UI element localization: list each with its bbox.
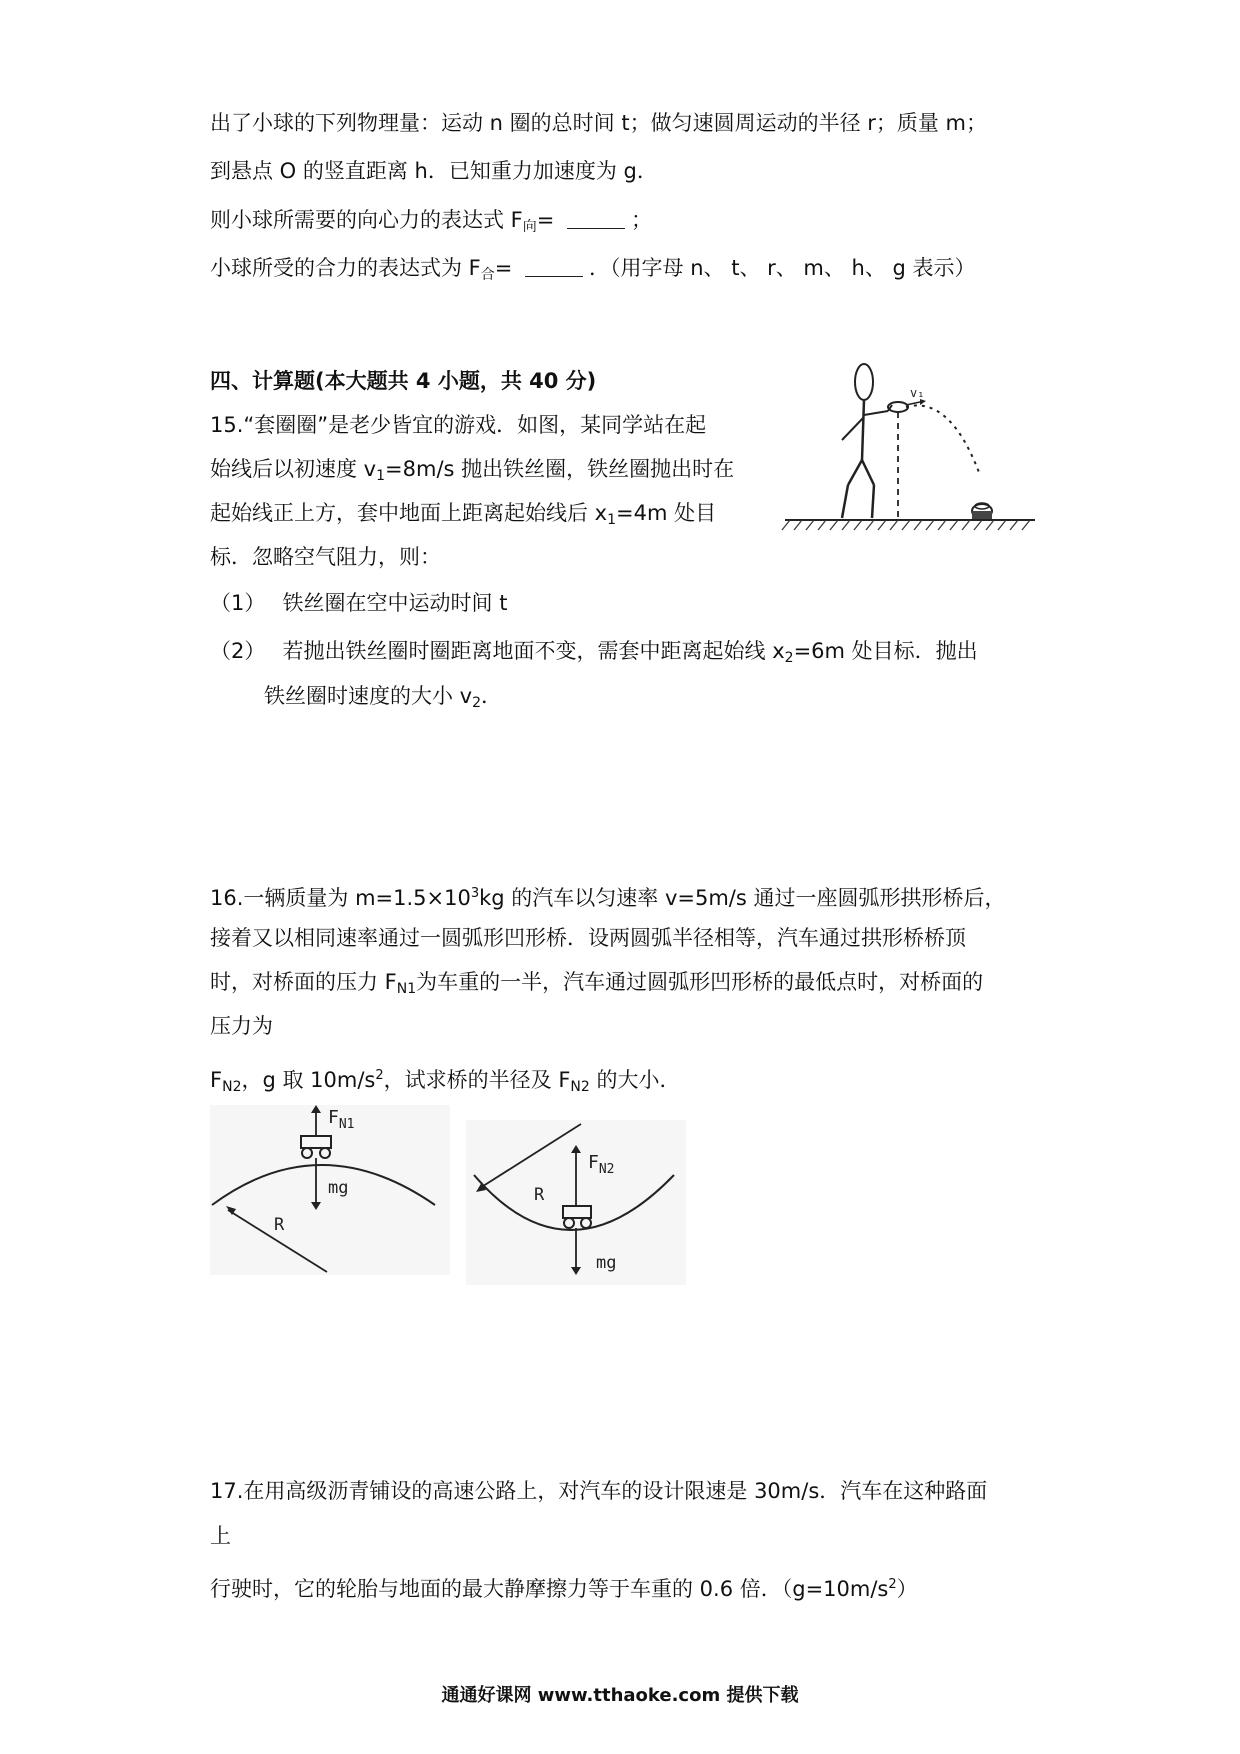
subscript: 向 bbox=[522, 219, 537, 235]
q16-line-1 bbox=[210, 879, 1006, 913]
q17-line-1: 17.在用高级沥青铺设的高速公路上，对汽车的设计限速是 30m/s．汽车在这种路面 bbox=[210, 1479, 988, 1503]
text-fragment: 小球所受的合力的表达式为 F bbox=[210, 256, 481, 280]
q15-line-1: 15.“套圈圈”是老少皆宜的游戏．如图，某同学站在起 bbox=[210, 413, 707, 437]
text-fragment: 时，对桥面的压力 F bbox=[210, 970, 397, 994]
q16-line-4: 压力为 bbox=[210, 1014, 273, 1038]
answer-blank bbox=[525, 256, 583, 277]
force-label: F bbox=[328, 1107, 339, 1128]
text-fragment: ） bbox=[896, 1577, 918, 1601]
q15-part-2 bbox=[210, 636, 978, 673]
text-fragment: 为车重的一半，汽车通过圆弧形凹形桥的最低点时，对桥面的 bbox=[416, 970, 984, 994]
force-label: F bbox=[588, 1152, 599, 1173]
superscript: 3 bbox=[470, 886, 480, 901]
text-fragment: 的大小． bbox=[589, 1068, 681, 1092]
text-fragment: ，试求桥的半径及 F bbox=[383, 1068, 571, 1092]
text-line: 到悬点 O 的竖直距离 h．已知重力加速度为 g． bbox=[210, 159, 658, 183]
text-fragment: ．（用字母 n、 t、 r、 m、 h、 g 表示） bbox=[589, 256, 976, 280]
ring-toss-figure bbox=[780, 355, 1040, 540]
subscript: 1 bbox=[607, 512, 617, 528]
force-subscript: N2 bbox=[598, 1162, 615, 1177]
q15-line-3 bbox=[210, 498, 716, 535]
text-fragment: 行驶时，它的轮胎与地面的最大静摩擦力等于车重的 0.6 倍．（g=10m/s bbox=[210, 1577, 889, 1601]
q15-part-2-cont bbox=[264, 681, 502, 718]
force-subscript: N1 bbox=[338, 1117, 355, 1132]
subscript: 2 bbox=[472, 695, 482, 711]
convex-bridge-figure bbox=[210, 1105, 450, 1275]
q15-part-1: （1） 铁丝圈在空中运动时间 t bbox=[210, 591, 508, 615]
text-fragment: ． bbox=[481, 684, 503, 708]
subscript: 合 bbox=[480, 267, 495, 283]
subscript: N1 bbox=[396, 981, 417, 997]
q16-line-2: 接着又以相同速率通过一圆弧形凹形桥．设两圆弧半径相等，汽车通过拱形桥桥顶 bbox=[210, 926, 966, 950]
text-line: 出了小球的下列物理量：运动 n 圈的总时间 t；做匀速圆周运动的半径 r；质量 m； bbox=[210, 111, 988, 135]
subscript: N2 bbox=[222, 1079, 242, 1095]
answer-blank bbox=[567, 208, 625, 229]
superscript: 2 bbox=[888, 1577, 897, 1592]
subscript: 1 bbox=[376, 468, 386, 484]
text-fragment: =6m 处目标．抛出 bbox=[793, 639, 978, 663]
page-footer: 通通好课网 www.tthaoke.com 提供下载 bbox=[441, 1685, 799, 1706]
q16-line-3 bbox=[210, 967, 983, 1004]
radius-label: R bbox=[274, 1215, 285, 1235]
text-fragment: （2） 若抛出铁丝圈时圈距离地面不变，需套中距离起始线 x bbox=[210, 639, 785, 663]
subscript: N2 bbox=[570, 1079, 590, 1095]
concave-bridge-figure bbox=[466, 1120, 686, 1285]
text-fragment: 则小球所需要的向心力的表达式 F bbox=[210, 208, 523, 232]
q17-line-2: 上 bbox=[210, 1524, 231, 1548]
q16-line-5 bbox=[210, 1061, 680, 1102]
text-fragment: = bbox=[536, 208, 562, 232]
text-fragment: = bbox=[494, 256, 520, 280]
radius-label: R bbox=[534, 1185, 545, 1205]
text-fragment: =8m/s 抛出铁丝圈，铁丝圈抛出时在 bbox=[385, 457, 735, 481]
section-heading: 四、计算题(本大题共 4 小题，共 40 分) bbox=[210, 369, 597, 393]
text-fragment: F bbox=[210, 1068, 223, 1092]
weight-label: mg bbox=[328, 1178, 349, 1198]
text-fragment: ； bbox=[631, 208, 653, 232]
q15-line-2 bbox=[210, 454, 734, 491]
text-line bbox=[210, 205, 652, 242]
q15-line-4: 标．忽略空气阻力，则： bbox=[210, 545, 441, 569]
text-fragment: 16.一辆质量为 m=1.5×10 bbox=[210, 886, 471, 910]
text-fragment: ，g 取 10m/s bbox=[241, 1068, 376, 1092]
text-fragment: =4m 处目 bbox=[616, 501, 717, 525]
subscript: 2 bbox=[784, 650, 794, 666]
velocity-label: v₁ bbox=[910, 386, 925, 400]
text-line bbox=[210, 253, 976, 290]
text-fragment: 起始线正上方，套中地面上距离起始线后 x bbox=[210, 501, 608, 525]
text-fragment: 铁丝圈时速度的大小 v bbox=[264, 684, 473, 708]
text-fragment: 始线后以初速度 v bbox=[210, 457, 377, 481]
weight-label: mg bbox=[596, 1253, 617, 1273]
text-fragment: kg 的汽车以匀速率 v=5m/s 通过一座圆弧形拱形桥后， bbox=[479, 886, 1006, 910]
q17-line-3 bbox=[210, 1570, 918, 1604]
superscript: 2 bbox=[375, 1068, 384, 1083]
